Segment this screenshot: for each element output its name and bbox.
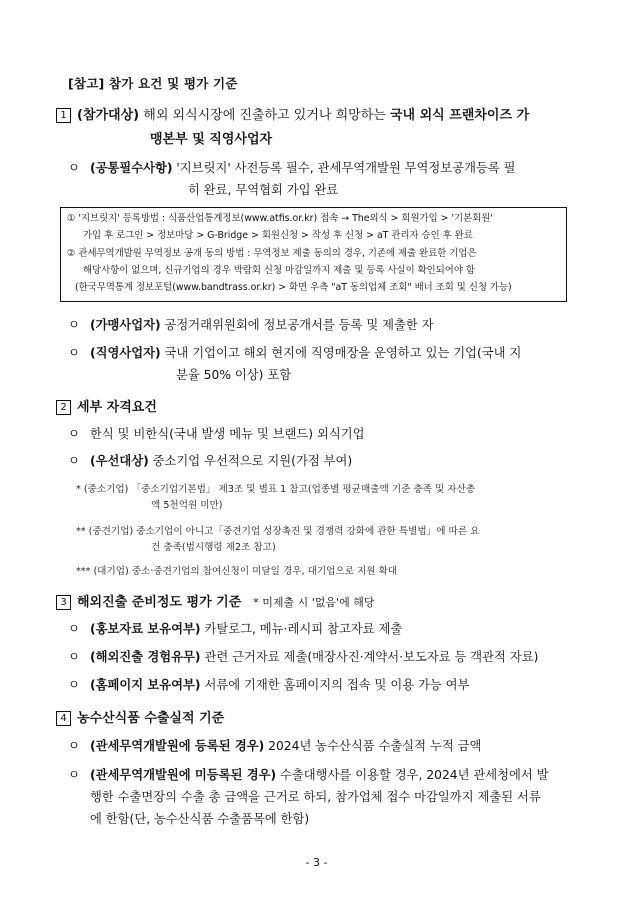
section-2-title [56, 396, 157, 419]
bullet: ㅇ [68, 161, 80, 175]
s3-item1 [68, 618, 402, 640]
s1-franchise [68, 314, 434, 336]
direct-text: 국내 기업이고 해외 현지에 직영매장을 운영하고 있는 기업(국내 지 [160, 346, 522, 360]
s1-direct-line1 [68, 342, 521, 364]
note-sme-line2: 액 5천억원 미만) [151, 500, 223, 511]
bullet: ㅇ [68, 622, 80, 636]
info-line-4: 해당사항이 없으며, 신규기업의 경우 박람회 신청 마감일까지 제출 및 등록 사실이 확인되어야 함 [83, 265, 475, 276]
note-sme-line1: * (중소기업) 「중소기업기본법」 제3조 및 별표 1 참고(업종별 평균매출액 기준 충족 및 자산총 [76, 484, 476, 495]
section-number-box: 2 [56, 400, 71, 415]
s1-line1-bold: 국내 외식 프랜차이즈 가 [389, 108, 530, 123]
s3-item3-label: (홈페이지 보유여부) [90, 678, 201, 692]
s3-item1-text: 카탈로그, 메뉴·레시피 참고자료 제출 [200, 622, 403, 636]
bullet: ㅇ [68, 454, 80, 468]
note-midsize-line1: ** (중견기업) 중소기업이 아니고「중견기업 성장촉진 및 경쟁력 강화에 관한 특별법」에 따른 요 [76, 526, 480, 537]
s4-item2-line3: 에 한함(단, 농수산식품 수출품목에 한함) [90, 812, 310, 826]
bullet: ㅇ [68, 346, 80, 360]
s2-title: 세부 자격요건 [77, 400, 157, 415]
bullet: ㅇ [68, 768, 80, 782]
bullet: ㅇ [68, 739, 80, 753]
common-label: (공통필수사항) [90, 161, 173, 175]
s2-priority [68, 450, 352, 472]
s4-item2-line1 [68, 764, 549, 786]
s3-title: 해외진출 준비정도 평가 기준 [77, 595, 242, 610]
s1-title: (참가대상) [77, 108, 140, 123]
info-line-2: 가입 후 로그인 > 정보마당 > G-Bridge > 회원신청 > 작성 후 신청 > aT 관리자 승인 후 완료 [83, 230, 473, 241]
section-3-title [56, 591, 374, 614]
s3-item3 [68, 674, 469, 696]
s1-common-line1 [68, 157, 516, 179]
section-4-title [56, 707, 224, 730]
s2-item1-text: 한식 및 비한식(국내 발생 메뉴 및 브랜드) 외식기업 [90, 427, 365, 441]
section-number-box: 3 [56, 595, 71, 610]
s3-item2-label: (해외진출 경험유무) [90, 650, 201, 664]
common-text: '지브릿지' 사전등록 필수, 관세무역개발원 무역정보공개등록 필 [172, 161, 516, 175]
s1-line1-text: 해외 외식시장에 진출하고 있거나 희망하는 [139, 108, 390, 123]
s4-item1-text: 2024년 농수산식품 수출실적 누적 금액 [264, 739, 482, 753]
s3-item2 [68, 646, 538, 668]
s1-direct-line2: 분율 50% 이상) 포함 [176, 368, 292, 382]
franchise-text: 공정거래위원회에 정보공개서를 등록 및 제출한 자 [160, 318, 434, 332]
priority-text: 중소기업 우선적으로 지원(가점 부여) [148, 454, 353, 468]
s4-item2-text: 수출대행사를 이용할 경우, 2024년 관세청에서 발 [276, 768, 549, 782]
bullet: ㅇ [68, 318, 80, 332]
section-number-box: 1 [56, 108, 71, 123]
section-1-line1 [56, 104, 529, 127]
info-line-1: ① '지브릿지' 등록방법 : 식품산업통계정보(www.atfis.or.kr) 접속 → The외식 > 회원가입 > '기본회원' [67, 213, 493, 224]
bullet: ㅇ [68, 650, 80, 664]
page-number: - 3 - [305, 856, 328, 869]
s4-item1 [68, 735, 481, 757]
page-heading: [참고] 참가 요건 및 평가 기준 [68, 76, 238, 91]
s1-common-line2: 히 완료, 무역협회 가입 완료 [188, 183, 339, 197]
section-number-box: 4 [56, 711, 71, 726]
registration-info-box [60, 207, 567, 302]
note-large: *** (대기업) 중소·중견기업의 참여신청이 미달일 경우, 대기업으로 지원 확대 [76, 566, 398, 577]
s4-item1-label: (관세무역개발원에 등록된 경우) [90, 739, 265, 753]
s4-title: 농수산식품 수출실적 기준 [77, 711, 225, 726]
s4-item2-label: (관세무역개발원에 미등록된 경우) [90, 768, 277, 782]
s3-item2-text: 관련 근거자료 제출(매장사진·계약서·보도자료 등 객관적 자료) [200, 650, 539, 664]
franchise-label: (가맹사업자) [90, 318, 161, 332]
info-line-5: (한국무역통계 정보포털(www.bandtrass.or.kr) > 화면 우측 "aT 동의업체 조회" 배너 조회 및 신청 가능) [75, 282, 512, 293]
bullet: ㅇ [68, 427, 80, 441]
s1-line2: 맹본부 및 직영사업자 [150, 132, 273, 147]
info-line-3: ② 관세무역개발원 무역정보 공개 동의 방법 : 무역정보 제출 동의의 경우, 기존에 제출 완료한 기업은 [67, 248, 477, 259]
s3-item1-label: (홍보자료 보유여부) [90, 622, 201, 636]
s2-item1 [68, 423, 365, 445]
note-midsize-line2: 건 충족(법시행령 제2조 참고) [151, 542, 276, 553]
direct-label: (직영사업자) [90, 346, 161, 360]
priority-label: (우선대상) [90, 454, 149, 468]
s3-note: * 미제출 시 '없음'에 해당 [253, 596, 375, 609]
s4-item2-line2: 행한 수출면장의 수출 총 금액을 근거로 하되, 참가업체 접수 마감일까지 제출된 서류 [90, 790, 541, 804]
s3-item3-text: 서류에 기재한 홈페이지의 접속 및 이용 가능 여부 [200, 678, 470, 692]
bullet: ㅇ [68, 678, 80, 692]
